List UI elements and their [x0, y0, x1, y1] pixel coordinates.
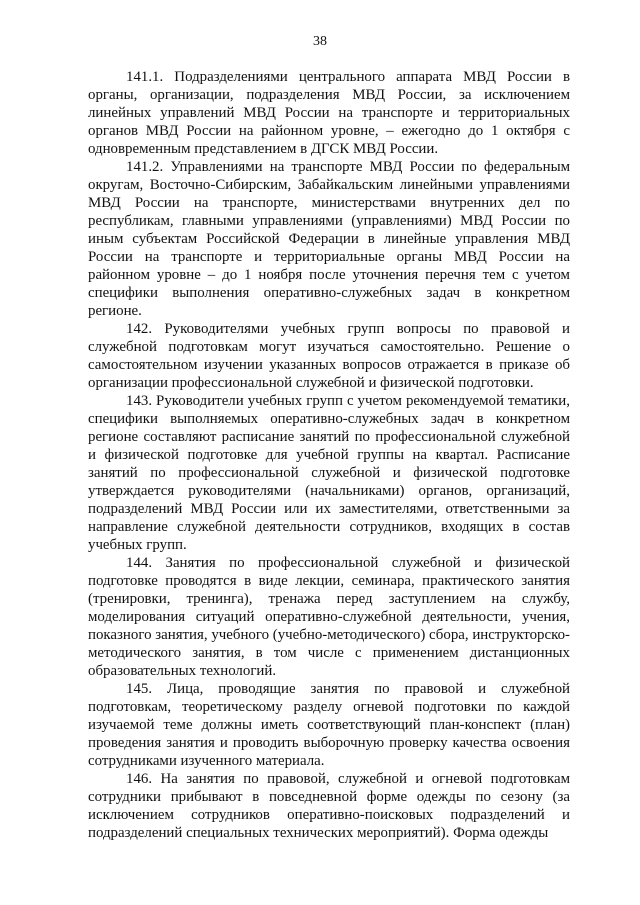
- paragraph-142: 142. Руководителями учебных групп вопросы по правовой и служебной подготовкам могут изучаться самостоятельно. Решение о самостоятельном изучении указанных вопросов отражается в приказе об организации профессиональной служебной и физической подготовки.: [88, 321, 570, 391]
- paragraph-146: 146. На занятия по правовой, служебной и огневой подготовкам сотрудники прибывают в повседневной форме одежды по сезону (за исключением сотрудников оперативно-поисковых подразделений и подразделений специальных технических мероприятий). Форма одежды: [88, 771, 570, 841]
- paragraph-143: 143. Руководители учебных групп с учетом рекомендуемой тематики, специфики выполняемых оперативно-служебных задач в конкретном регионе составляют расписание занятий по профессиональной служебной и физической подготовке для учебной группы на квартал. Расписание занятий по профессиональной служебной и физической подготовке утверждается руководителями (начальниками) органов, организаций, подразделений МВД России или их заместителями, ответственными за направление служебной деятельности сотрудников, входящих в состав учебных групп.: [88, 393, 570, 553]
- paragraph-141-1: 141.1. Подразделениями центрального аппарата МВД России в органы, организации, подразделения МВД России, за исключением линейных управлений МВД России на транспорте и территориальных органов МВД России на районном уровне, – ежегодно до 1 октября с одновременным представлением в ДГСК МВД России.: [88, 69, 570, 157]
- paragraph-144: 144. Занятия по профессиональной служебной и физической подготовке проводятся в виде лекции, семинара, практического занятия (тренировки, тренинга), тренажа перед заступлением на службу, моделирования ситуаций оперативно-служебной деятельности, учения, показного занятия, учебного (учебно-методического) сбора, инструкторско-методического занятия, в том числе с применением дистанционных образовательных технологий.: [88, 555, 570, 679]
- document-body: [88, 68, 570, 842]
- page-number: 38: [313, 34, 327, 49]
- paragraph-141-2: 141.2. Управлениями на транспорте МВД России по федеральным округам, Восточно-Сибирским, Забайкальским линейными управлениями МВД России на транспорте, министерствами внутренних дел по республикам, главными управлениями (управлениями) МВД России по иным субъектам Российской Федерации в линейные управления МВД России на транспорте и территориальные органы МВД России на районном уровне – до 1 ноября после уточнения перечня тем с учетом специфики выполнения оперативно-служебных задач в конкретном регионе.: [88, 159, 570, 319]
- paragraph-145: 145. Лица, проводящие занятия по правовой и служебной подготовкам, теоретическому разделу огневой подготовки по каждой изучаемой теме должны иметь соответствующий план-конспект (план) проведения занятия и проводить выборочную проверку качества освоения сотрудниками изученного материала.: [88, 681, 570, 769]
